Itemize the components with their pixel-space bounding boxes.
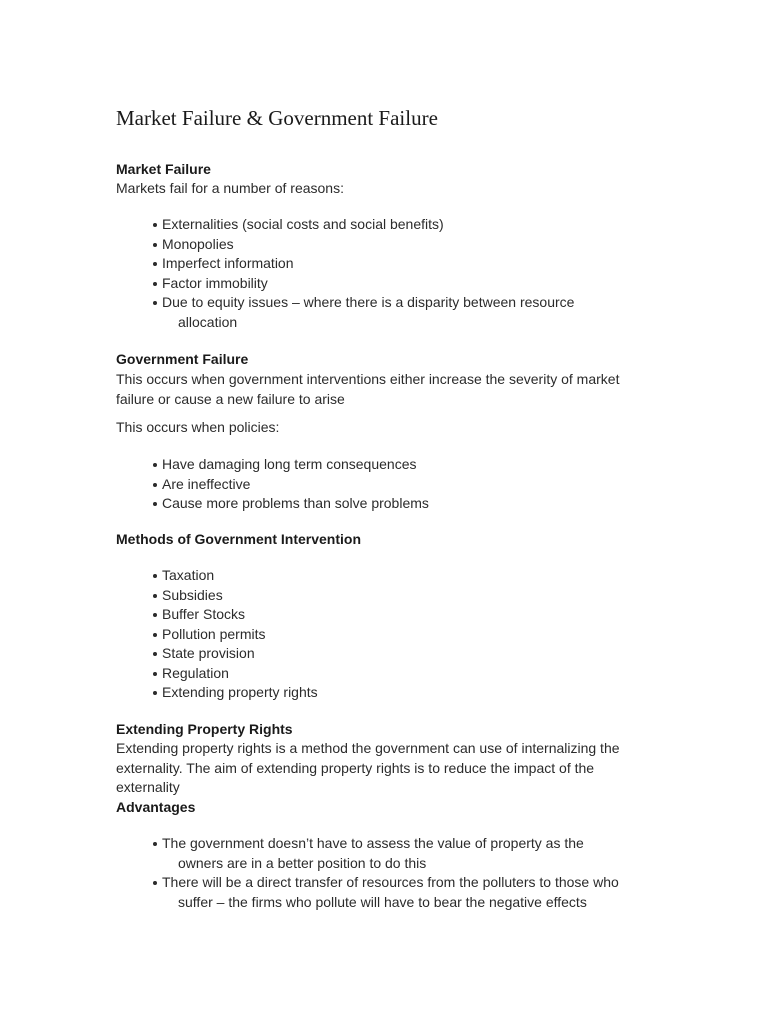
bullet-icon <box>153 502 157 506</box>
list-item: Are ineffective <box>152 475 652 495</box>
bullet-icon <box>153 463 157 467</box>
bullet-icon <box>153 672 157 676</box>
bullet-icon <box>153 842 157 846</box>
advantages-list <box>152 834 652 912</box>
methods-heading: Methods of Government Intervention <box>116 531 362 547</box>
list-item: Factor immobility <box>152 274 652 294</box>
list-item: Extending property rights <box>152 683 652 703</box>
bullet-icon <box>153 301 157 305</box>
government-failure-policies-intro: This occurs when policies: <box>116 419 280 435</box>
list-item: Monopolies <box>152 235 652 255</box>
advantages-heading: Advantages <box>116 799 196 815</box>
list-item: There will be a direct transfer of resources from the polluters to those who suffer – the firms who pollute will have to bear the negative effects <box>152 873 652 912</box>
bullet-icon <box>153 483 157 487</box>
bullet-icon <box>153 262 157 266</box>
list-item: Have damaging long term consequences <box>152 455 652 475</box>
bullet-icon <box>153 243 157 247</box>
market-failure-heading: Market Failure <box>116 161 211 177</box>
bullet-icon <box>153 594 157 598</box>
list-item: The government doesn’t have to assess the value of property as the owners are in a better position to do this <box>152 834 652 873</box>
list-item: Externalities (social costs and social benefits) <box>152 215 652 235</box>
document-title: Market Failure & Government Failure <box>116 106 438 130</box>
list-item: Due to equity issues – where there is a disparity between resource allocation <box>152 293 652 332</box>
bullet-icon <box>153 282 157 286</box>
bullet-icon <box>153 633 157 637</box>
list-item: Cause more problems than solve problems <box>152 494 652 514</box>
bullet-icon <box>153 881 157 885</box>
list-item: Pollution permits <box>152 625 652 645</box>
methods-list <box>152 566 652 703</box>
property-rights-heading: Extending Property Rights <box>116 721 293 737</box>
government-failure-paragraph: This occurs when government interventions either increase the severity of market failure or cause a new failure to arise <box>116 371 620 407</box>
list-item: Buffer Stocks <box>152 605 652 625</box>
market-failure-list <box>152 215 652 332</box>
bullet-icon <box>153 652 157 656</box>
list-item: Regulation <box>152 664 652 684</box>
list-item: Subsidies <box>152 586 652 606</box>
bullet-icon <box>153 223 157 227</box>
list-item: Taxation <box>152 566 652 586</box>
bullet-icon <box>153 691 157 695</box>
bullet-icon <box>153 613 157 617</box>
market-failure-intro: Markets fail for a number of reasons: <box>116 180 344 196</box>
list-item: Imperfect information <box>152 254 652 274</box>
government-failure-list <box>152 455 652 514</box>
list-item: State provision <box>152 644 652 664</box>
bullet-icon <box>153 574 157 578</box>
property-rights-paragraph: Extending property rights is a method the government can use of internalizing the externality. The aim of extending property rights is to reduce the impact of the externality <box>116 740 620 795</box>
government-failure-heading: Government Failure <box>116 351 249 367</box>
